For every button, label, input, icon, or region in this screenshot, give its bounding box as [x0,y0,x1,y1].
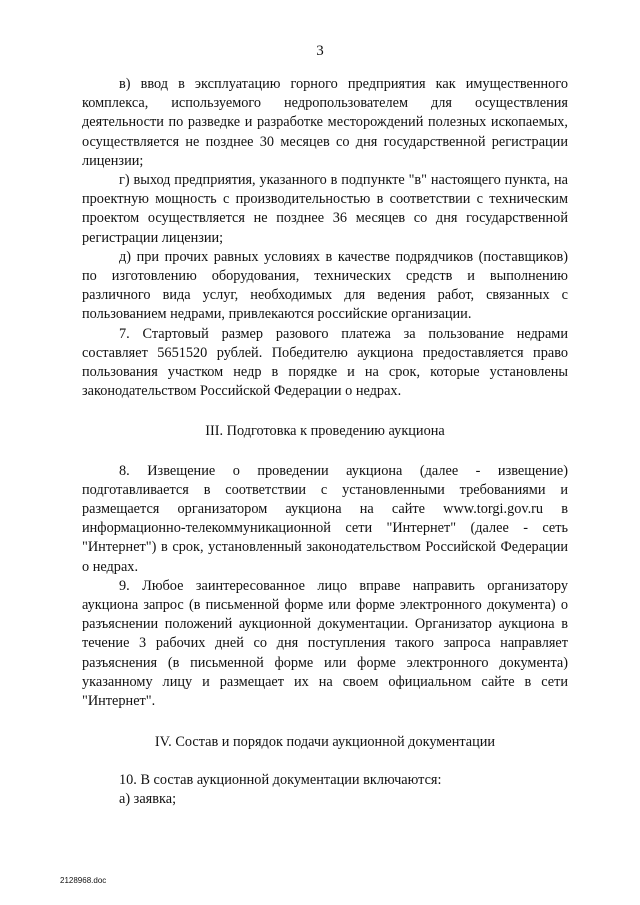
paragraph-7: 7. Стартовый размер разового платежа за пользование недрами составляет 5651520 рублей. Победителю аукциона предоставляется право пользования участком недр в порядке и на срок, которые установлены законодательством Российской Федерации о недрах. [82,325,568,400]
paragraph-10: 10. В состав аукционной документации включаются: [119,771,442,788]
paragraph-9: 9. Любое заинтересованное лицо вправе направить организатору аукциона запрос (в письменной форме или форме электронного документа) о разъяснении положений аукционной документации. Организатор аукциона в течение 3 рабочих дней со дня поступления такого запроса направляет разъяснения (в письменной форме или форме электронного документа) указанному лицу и размещает их на своем официальном сайте в сети "Интернет". [82,577,568,710]
section-3-heading: III. Подготовка к проведению аукциона [205,423,445,440]
paragraph-10a: а) заявка; [119,790,177,807]
paragraph-d: д) при прочих равных условиях в качестве подрядчиков (поставщиков) по изготовлению оборудования, технических средств и выполнению различного вида услуг, необходимых для ведения работ, связанных с пользованием недрами, привлекаются российские организации. [82,248,568,323]
file-name-footer: 2128968.doc [60,876,107,885]
document-body [82,75,568,809]
paragraph-g: г) выход предприятия, указанного в подпункте "в" настоящего пункта, на проектную мощность с производительностью в соответствии с техническим проектом осуществляется не позднее 36 месяцев со дня государственной регистрации лицензии; [82,172,568,246]
paragraph-8: 8. Извещение о проведении аукциона (далее - извещение) подготавливается в соответствии с установленными требованиями и размещается организатором аукциона на сайте www.torgi.gov.ru в информационно-телекоммуникационной сети "Интернет" (далее - сеть "Интернет") в срок, установленный законодательством Российской Федерации о недрах. [82,462,568,575]
section-4-heading: IV. Состав и порядок подачи аукционной документации [154,734,496,751]
page-number: 3 [316,43,324,59]
paragraph-v: в) ввод в эксплуатацию горного предприятия как имущественного комплекса, используемого недропользователем для осуществления деятельности по разведке и разработке месторождений полезных ископаемых, осуществляется не позднее 30 месяцев со дня государственной регистрации лицензии; [82,76,568,169]
